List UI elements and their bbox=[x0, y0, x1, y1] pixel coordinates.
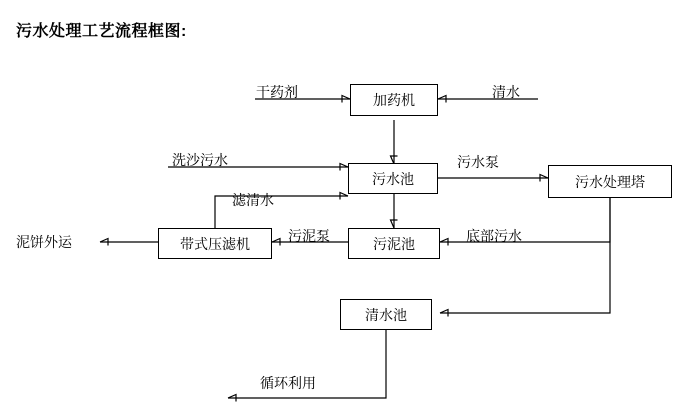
node-dosing-machine[interactable] bbox=[350, 84, 438, 116]
node-dosing-machine-label: 加药机 bbox=[373, 92, 415, 108]
node-sewage-tank-label: 污水池 bbox=[372, 170, 414, 187]
edge-label-bottom-sewage: 底部污水 bbox=[466, 228, 522, 244]
node-sludge-tank[interactable] bbox=[348, 228, 440, 259]
edge-label-clean-water: 清水 bbox=[492, 84, 520, 100]
edge-label-mud-cake-transport: 泥饼外运 bbox=[16, 234, 72, 250]
node-belt-filter-press-label: 带式压滤机 bbox=[180, 235, 250, 252]
node-clear-water-tank[interactable] bbox=[340, 299, 432, 330]
node-sewage-tank[interactable] bbox=[348, 163, 438, 194]
node-belt-filter-press[interactable] bbox=[158, 228, 272, 259]
node-sewage-treatment-tower[interactable] bbox=[548, 165, 672, 198]
page-title: 污水处理工艺流程框图: bbox=[16, 23, 187, 40]
edge-label-recycle-use: 循环利用 bbox=[260, 375, 316, 391]
node-clear-water-tank-label: 清水池 bbox=[365, 306, 407, 323]
edge-label-sewage-pump: 污水泵 bbox=[457, 154, 499, 170]
edge-label-dry-agent: 干药剂 bbox=[256, 84, 298, 100]
node-sewage-treatment-tower-label: 污水处理塔 bbox=[575, 173, 645, 190]
node-sludge-tank-label: 污泥池 bbox=[373, 235, 415, 252]
edge-label-sand-wash-sewage: 洗沙污水 bbox=[172, 152, 228, 168]
edge-label-filtrate: 滤清水 bbox=[232, 192, 274, 208]
edge-label-sludge-pump: 污泥泵 bbox=[288, 228, 330, 244]
